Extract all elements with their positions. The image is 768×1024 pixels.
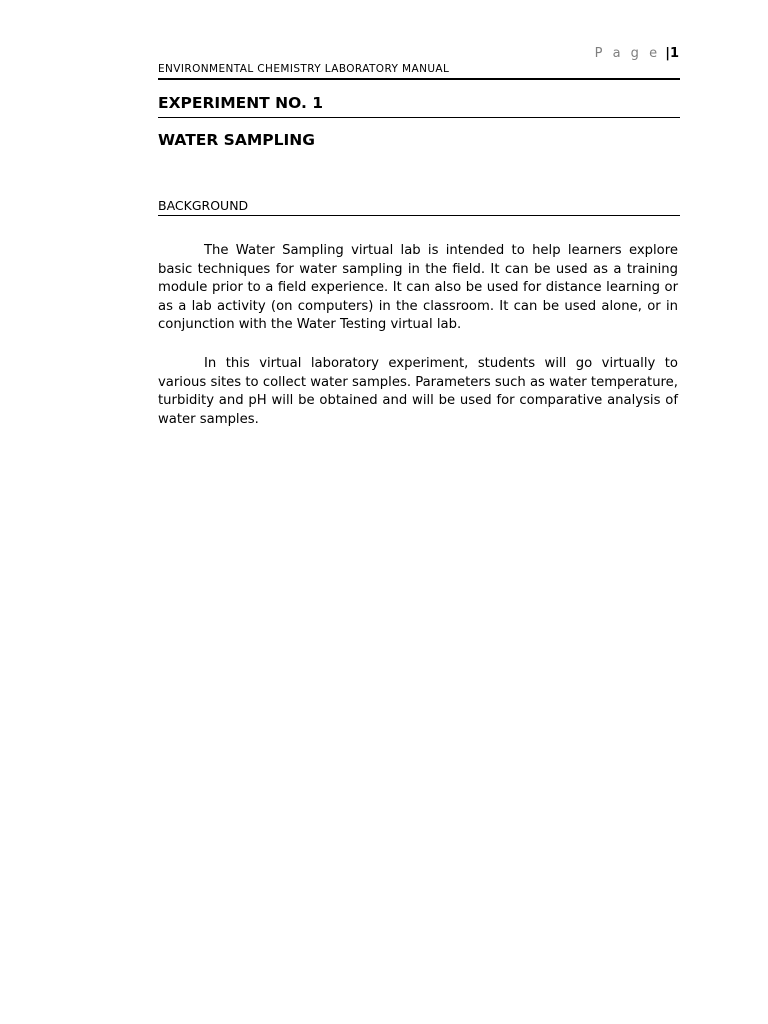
page-separator: | (665, 46, 670, 61)
running-header: ENVIRONMENTAL CHEMISTRY LABORATORY MANUAL (158, 63, 450, 75)
page-number (595, 46, 679, 61)
experiment-rule (158, 117, 680, 118)
experiment-title: WATER SAMPLING (158, 131, 315, 149)
background-paragraph-1: The Water Sampling virtual lab is intended to help learners explore basic techniques for water sampling in the field. It can be used as a training module prior to a field experience. It can also be used for distance learning or as a lab activity (on computers) in the classroom. It can be used alone, or in conjunction with the Water Testing virtual lab. (158, 243, 678, 332)
section-rule (158, 215, 680, 216)
header-rule (158, 78, 680, 80)
experiment-number-heading: EXPERIMENT NO. 1 (158, 94, 324, 112)
page-word: P a g e (594, 46, 661, 61)
section-heading-background: BACKGROUND (158, 198, 249, 213)
page-number-value: 1 (669, 46, 679, 61)
background-paragraph-2: In this virtual laboratory experiment, students will go virtually to various sites to collect water samples. Parameters such as water temperature, turbidity and pH will be obtained and will be used for comparative analysis of water samples. (158, 356, 678, 427)
